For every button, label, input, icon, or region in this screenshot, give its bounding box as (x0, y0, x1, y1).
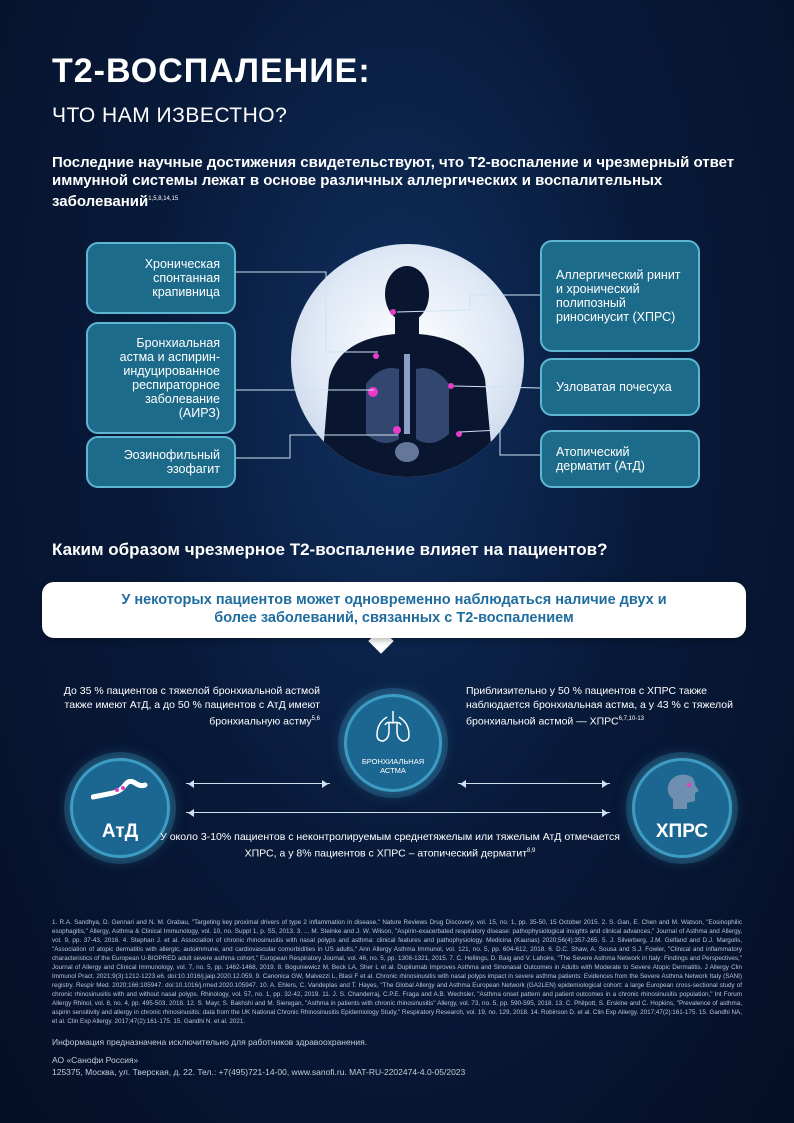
stat-bottom-refs: 8,9 (527, 848, 536, 854)
footer-note: Информация предназначена исключительно для работников здравоохранения. (52, 1037, 368, 1047)
lungs-icon (373, 709, 413, 743)
intro-refs: 1,5,8,14,15 (148, 196, 179, 202)
hprs-node (632, 758, 732, 858)
arm-icon (91, 777, 151, 805)
disease-esophagitis: Эозинофильный эзофагит (86, 436, 236, 488)
atd-node-label: АтД (101, 821, 139, 842)
head-profile-icon (663, 771, 703, 811)
references: 1. R.A. Sandhya, D. Gennari and N. M. Grabau, "Targeting key proximal drivers of type 2 inflammation in disease," Nature Reviews Drug Discovery, vol. 15, no. 1, pp. 35-50, 15 October 2015. 2. S. Gan, E. Chen and M. Watson, "Eosinophilic esophagitis," Allergy, Asthma & Clinical Immunology, vol. 10, no. Suppl 1, p. S5, 2013. 3. ... M. Steinke and J. W. Wilson, "Aspirin-exacerbated respiratory disease: pathophysiological insights and clinical advances," Journal of Asthma and Allergy, vol. 9, pp. 37-43, 2016. 4. Stephan J. et al. Association of chronic rhinosinusitis with nasal polyps and asthma: clinical features and pathophysiology. Medicina (Kaunas) 2020;56(4):357-265. 5. J. Silverberg, J.M. Gelfand and D.J. Margolis, "Association of atopic dermatitis with allergic, autoimmune, and cardiovascular comorbidities in US adults," Ann Allergy Asthma Immunol, vol. 121, no. 5, pp. 604-612, 2018. 6. D.C. Shaw, A. Sousa and S.J. Fowler, "Clinical and inflammatory characteristics of the European U-BIOPRED adult severe asthma cohort," European Respiratory Journal, vol. 46, no. 5, pp. 1308-1321, 2015. 7. C. Hellings, D. Baig and V. Lahoire, "The Severe Asthma Network in Italy: Findings and Perspectives," Journal of Allergy and Clinical Immunology, vol. 7, no. 5, pp. 1462-1468, 2019. 8. Boguniewicz M, Beck LA, Sher L et al. Dupilumab Improves Asthma and Sinonasal Outcomes in Adults with Moderate to Severe Atopic Dermatitis. J Allergy Clin Immunol Pract. 2021;9(3):1212-1223.e6. doi:10.1016/j.jaip.2020.12.059. 9. Canonica GW, Malvezzi L, Blasi F et al. Chronic rhinosinusitis with nasal polyps impact in severe asthma patients: Evidences from the Severe Asthma Network Italy (SANI) registry. Respir Med. 2020;166:105947. doi:10.1016/j.rmed.2020.105947. 10. A. Ehlers, C. Vandeplas and T. Hayes, "The Global Allergy and Asthma European Network (GA2LEN) epidemiological cohort: a large European cross-sectional study of chronic rhinosinusitis with and without nasal polyps. Rhinology, vol. 57, no. 1, pp. 32-42, 2019. 11. J. S. Chanderraj, C.P.E. Fraga and A.B. Wechsler, "Asthma onset pattern and patient outcomes in a chronic rhinosinusitis population," Int Forum Allergy Rhinol, vol. 8, no. 4, pp. 495-503, 2018. 12. S. Mayr, S. Bakhshi and M. Sieregan, "Asthma in patients with chronic rhinosinusitis" Allergy, vol. 73, no. 5, pp. 590-595, 2018. 13. C. Philpott, S. Erskine and C. Hopkins, "Prevalence of asthma, aspirin sensitivity and allergy in chronic rhinosinusitis: data from the UK National Chronic Rhinosinusitis Epidemiology Study," Respiratory Research, vol. 19, no. 129, 2018. 14. Robinson D. et al. Clin Exp Allergy. 2017;47(2):161-175. 15. Gandhi NA, et al. Clin Exp Allergy. 2017;47(2):161-175. 15. Gandhi N. et al. 2021. (52, 919, 742, 1025)
callout-box (42, 582, 746, 638)
stat-left-text: До 35 % пациентов с тяжелой бронхиальной астмой также имеют АтД, а до 50 % пациентов с АтД имеют бронхиальную астму (63, 685, 320, 728)
page-title: Т2-ВОСПАЛЕНИЕ: (52, 52, 371, 90)
intro-body: Последние научные достижения свидетельствуют, что Т2-воспаление и чрезмерный ответ иммунной системы лежат в основе различных аллергических и воспалительных заболеваний (52, 154, 735, 210)
atd-node (70, 758, 170, 858)
hprs-node-label: ХПРС (655, 821, 709, 842)
footer-address: 125375, Москва, ул. Тверская, д. 22. Тел.: +7(495)721-14-00, www.sanofi.ru. MAT-RU-2202474-4.0-05/2023 (52, 1067, 466, 1077)
disease-asthma: Бронхиальная астма и аспирин-индуцированное респираторное заболевание (АИРЗ) (86, 322, 236, 434)
disease-urticaria: Хроническая спонтанная крапивница (86, 242, 236, 314)
stat-right-refs: 6,7,10-13 (618, 716, 644, 722)
asthma-node-label: БРОНХИАЛЬНАЯ АСТМА (361, 757, 425, 775)
stat-bottom (160, 830, 620, 861)
callout-text: У некоторых пациентов может одновременно наблюдаться наличие двух и более заболеваний, связанных с Т2-воспалением (121, 592, 667, 626)
arrow-asthma-hprs (458, 783, 610, 784)
stat-right (466, 684, 742, 729)
stat-left-refs: 5,6 (311, 716, 320, 722)
arrow-atd-asthma (186, 783, 330, 784)
disease-rhinitis: Аллергический ринит и хронический полипозный риносинусит (ХПРС) (540, 240, 700, 352)
page-subtitle: ЧТО НАМ ИЗВЕСТНО? (52, 104, 288, 127)
stat-left (52, 684, 320, 729)
footer-company: АО «Санофи Россия» (52, 1055, 139, 1065)
arrow-atd-hprs (186, 812, 610, 813)
section-question: Каким образом чрезмерное Т2-воспаление влияет на пациентов? (52, 540, 608, 559)
disease-prurigo: Узловатая почесуха (540, 358, 700, 416)
stat-right-text: Приблизительно у 50 % пациентов с ХПРС также наблюдается бронхиальная астма, а у 43 % с тяжелой бронхиальной астмой — ХПРС (466, 685, 733, 728)
asthma-node (344, 694, 442, 792)
disease-dermatitis: Атопический дерматит (АтД) (540, 430, 700, 488)
stat-bottom-text: У около 3-10% пациентов с неконтролируемым среднетяжелым или тяжелым АтД отмечается ХПРС, а у 8% пациентов с ХПРС – атопический дерматит (160, 831, 620, 860)
